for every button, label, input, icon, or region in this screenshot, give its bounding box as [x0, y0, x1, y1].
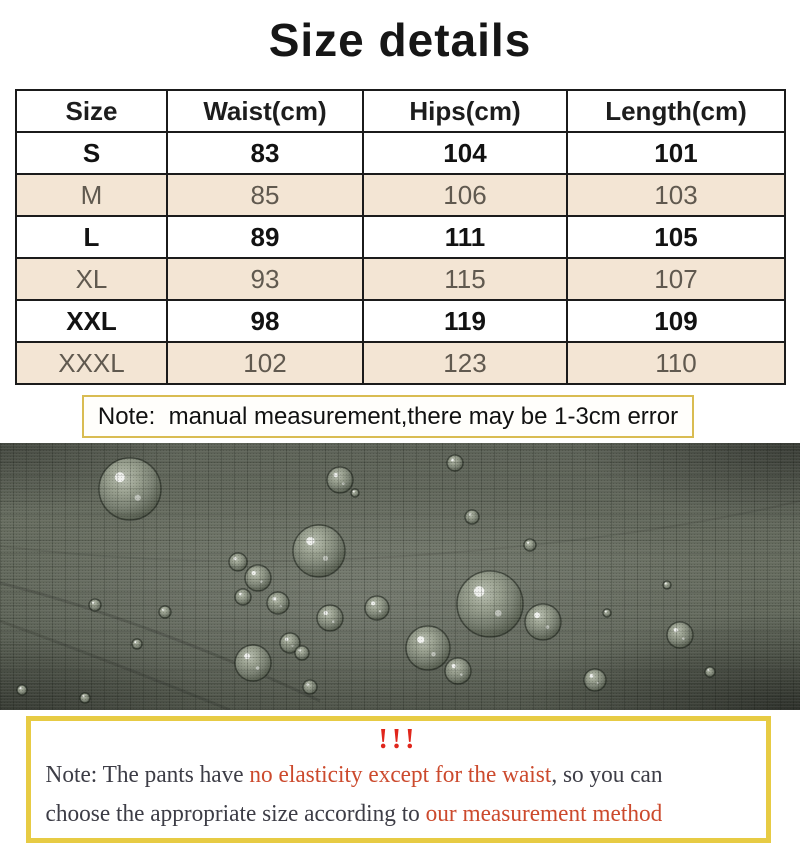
column-header-waist: Waist(cm)	[167, 90, 363, 132]
table-row-m	[16, 174, 785, 216]
cell-size: XL	[16, 258, 167, 300]
column-header-hips: Hips(cm)	[363, 90, 567, 132]
cell-hips: 104	[363, 132, 567, 174]
warning-text-red: our measurement method	[425, 801, 663, 827]
cell-length: 103	[567, 174, 785, 216]
fabric-fold-lines	[0, 501, 800, 710]
cell-size: L	[16, 216, 167, 258]
cell-hips: 115	[363, 258, 567, 300]
cell-hips: 111	[363, 216, 567, 258]
page-title: Size details	[268, 14, 532, 66]
table-row-s	[16, 132, 785, 174]
table-row-xxl	[16, 300, 785, 342]
cell-hips: 123	[363, 342, 567, 384]
cell-waist: 83	[167, 132, 363, 174]
measurement-note-box	[82, 395, 694, 438]
cell-size: XXL	[16, 300, 167, 342]
cell-size: XXXL	[16, 342, 167, 384]
cell-waist: 89	[167, 216, 363, 258]
fabric-photo	[0, 443, 800, 710]
warning-text-dark: Note: The pants have	[45, 762, 250, 788]
cell-hips: 119	[363, 300, 567, 342]
warning-line-1	[31, 756, 744, 795]
table-row-xxxl	[16, 342, 785, 384]
table-row-l	[16, 216, 785, 258]
cell-length: 101	[567, 132, 785, 174]
column-header-size: Size	[16, 90, 167, 132]
size-table	[15, 89, 786, 385]
warning-text-dark: , so you can	[551, 762, 663, 788]
warning-text-dark: choose the appropriate size according to	[45, 801, 426, 827]
size-table-header-row	[16, 90, 785, 132]
cell-length: 105	[567, 216, 785, 258]
measurement-note-text: Note: manual measurement,there may be 1-3cm error	[97, 402, 679, 430]
cell-waist: 98	[167, 300, 363, 342]
cell-size: S	[16, 132, 167, 174]
cell-waist: 102	[167, 342, 363, 384]
cell-length: 110	[567, 342, 785, 384]
cell-hips: 106	[363, 174, 567, 216]
warning-line-2	[31, 795, 744, 834]
warning-exclamation: !!!	[378, 724, 419, 755]
table-row-xl	[16, 258, 785, 300]
cell-length: 109	[567, 300, 785, 342]
cell-size: M	[16, 174, 167, 216]
warning-text-red: no elasticity except for the waist	[249, 762, 552, 788]
cell-waist: 93	[167, 258, 363, 300]
water-droplets-illustration	[0, 443, 800, 710]
column-header-length: Length(cm)	[567, 90, 785, 132]
cell-length: 107	[567, 258, 785, 300]
cell-waist: 85	[167, 174, 363, 216]
warning-note-box	[26, 716, 771, 843]
